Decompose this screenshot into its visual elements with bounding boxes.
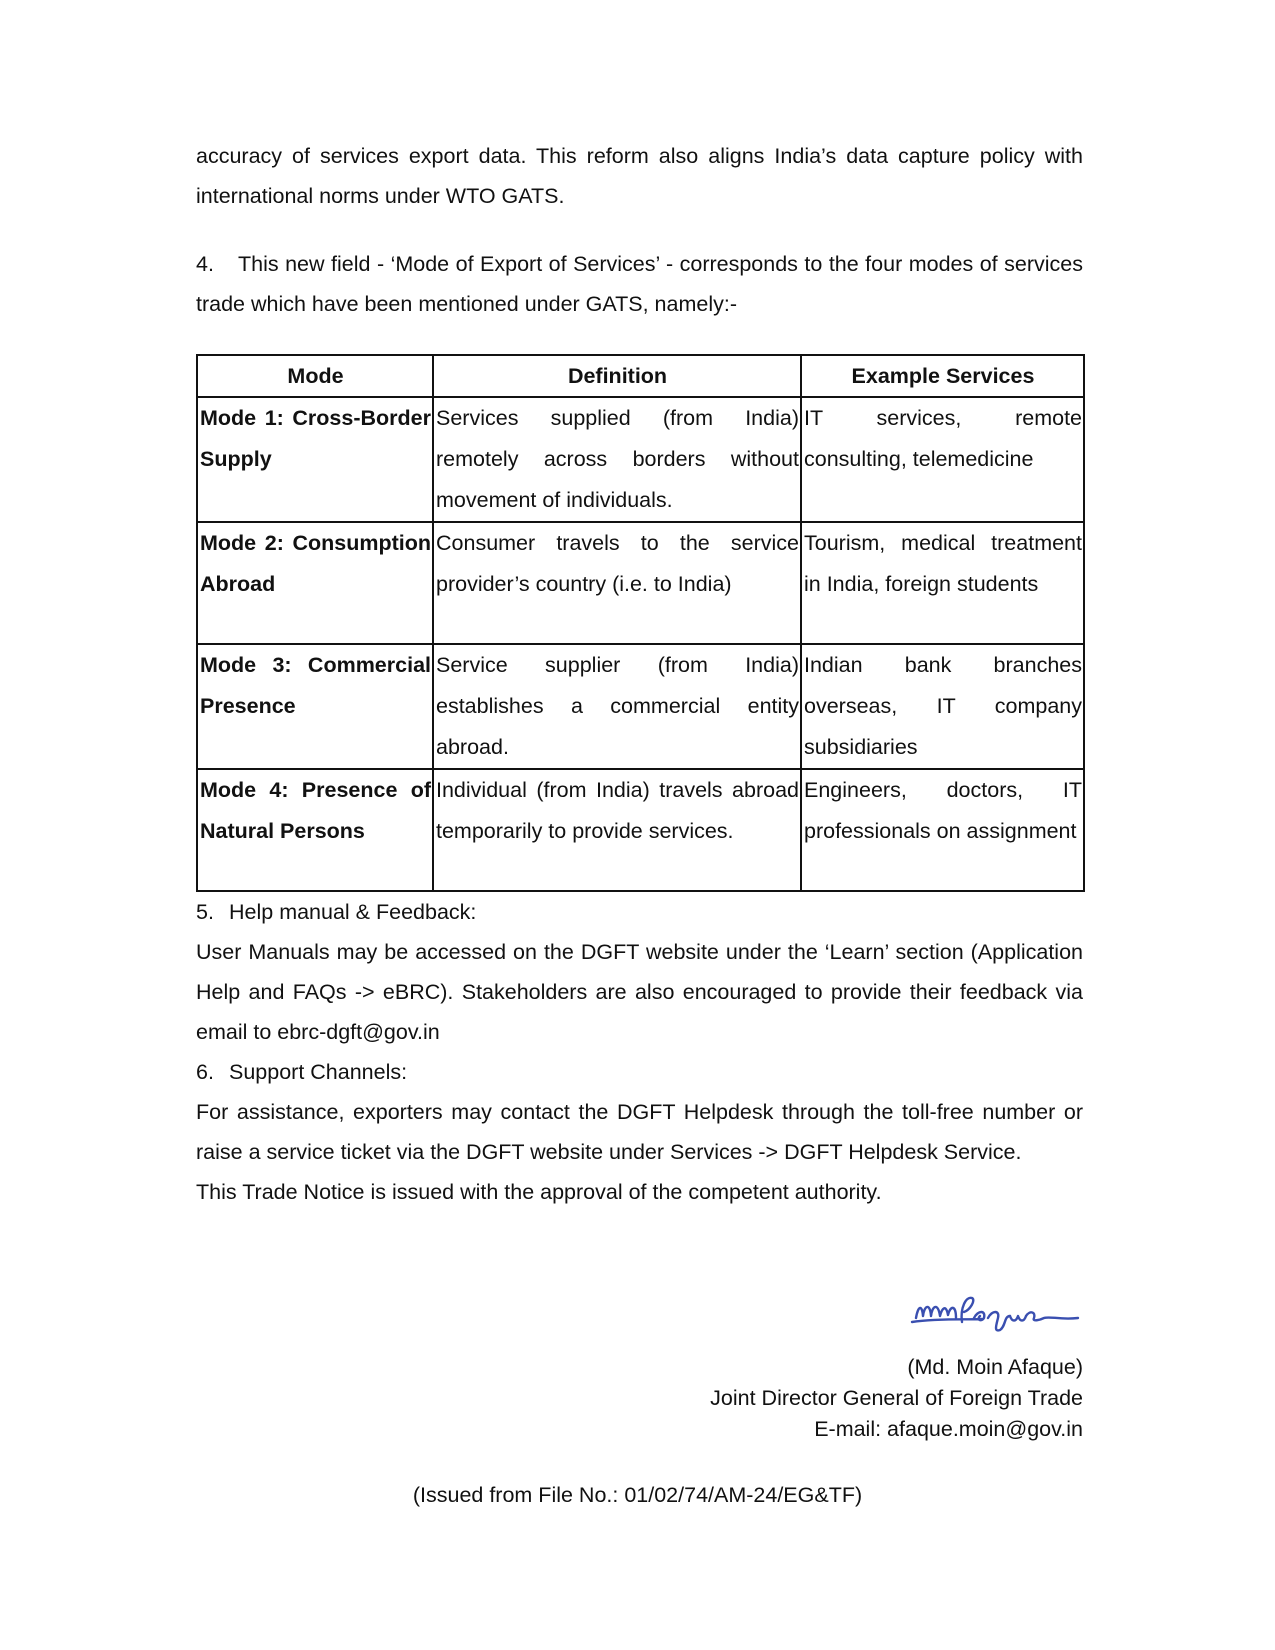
- document-body: [196, 136, 1083, 1212]
- mode-cell: Mode 3: Commercial Presence: [197, 644, 433, 769]
- definition-cell: Consumer travels to the service provider’s country (i.e. to India): [433, 522, 801, 644]
- examples-cell: IT services, remote consulting, telemedicine: [801, 397, 1084, 522]
- definition-cell: Services supplied (from India) remotely across borders without movement of individuals.: [433, 397, 801, 522]
- point-5-text: User Manuals may be accessed on the DGFT website under the ‘Learn’ section (Application Help and FAQs -> eBRC). Stakeholders are also encouraged to provide their feedback via email to ebrc-dgft@gov.in: [196, 940, 1083, 1044]
- signatory-block: [710, 1352, 1083, 1445]
- point-4-text: This new field - ‘Mode of Export of Services’ - corresponds to the four modes of services trade which have been mentioned under GATS, namely:-: [196, 252, 1083, 316]
- point-6-heading: [196, 1052, 1083, 1092]
- table-row: [197, 397, 1084, 522]
- point-5-heading: [196, 892, 1083, 932]
- table-row: [197, 644, 1084, 769]
- point-4-number: 4.: [196, 252, 214, 276]
- examples-cell: Indian bank branches overseas, IT company subsidiaries: [801, 644, 1084, 769]
- point-4-paragraph: [196, 244, 1083, 324]
- examples-cell: Tourism, medical treatment in India, foreign students: [801, 522, 1084, 644]
- mode-cell: Mode 1: Cross-Border Supply: [197, 397, 433, 522]
- header-definition: Definition: [433, 355, 801, 397]
- approval-statement: This Trade Notice is issued with the approval of the competent authority.: [196, 1180, 882, 1204]
- definition-cell: Individual (from India) travels abroad temporarily to provide services.: [433, 769, 801, 891]
- handwritten-signature: [910, 1288, 1085, 1338]
- point-6-heading-text: Support Channels:: [229, 1060, 408, 1084]
- point-5-heading-text: Help manual & Feedback:: [229, 900, 477, 924]
- modes-table: [196, 354, 1085, 892]
- mode-cell: Mode 4: Presence of Natural Persons: [197, 769, 433, 891]
- header-mode: Mode: [197, 355, 433, 397]
- point-6-text: For assistance, exporters may contact the DGFT Helpdesk through the toll-free number or raise a service ticket via the DGFT website under Services -> DGFT Helpdesk Service.: [196, 1100, 1083, 1164]
- table-row: [197, 769, 1084, 891]
- definition-cell: Service supplier (from India) establishes a commercial entity abroad.: [433, 644, 801, 769]
- point-5-number: 5.: [196, 900, 214, 924]
- mode-cell: Mode 2: Consumption Abroad: [197, 522, 433, 644]
- point-6-number: 6.: [196, 1060, 214, 1084]
- examples-cell: Engineers, doctors, IT professionals on assignment: [801, 769, 1084, 891]
- signatory-name: (Md. Moin Afaque): [907, 1355, 1083, 1379]
- table-header-row: [197, 355, 1084, 397]
- file-reference: (Issued from File No.: 01/02/74/AM-24/EG&TF): [412, 1483, 863, 1507]
- intro-paragraph: accuracy of services export data. This reform also aligns India’s data capture policy with international norms under WTO GATS.: [196, 144, 1083, 208]
- signatory-designation: Joint Director General of Foreign Trade: [710, 1386, 1083, 1410]
- signatory-email: E-mail: afaque.moin@gov.in: [814, 1417, 1083, 1441]
- header-example-services: Example Services: [801, 355, 1084, 397]
- table-row: [197, 522, 1084, 644]
